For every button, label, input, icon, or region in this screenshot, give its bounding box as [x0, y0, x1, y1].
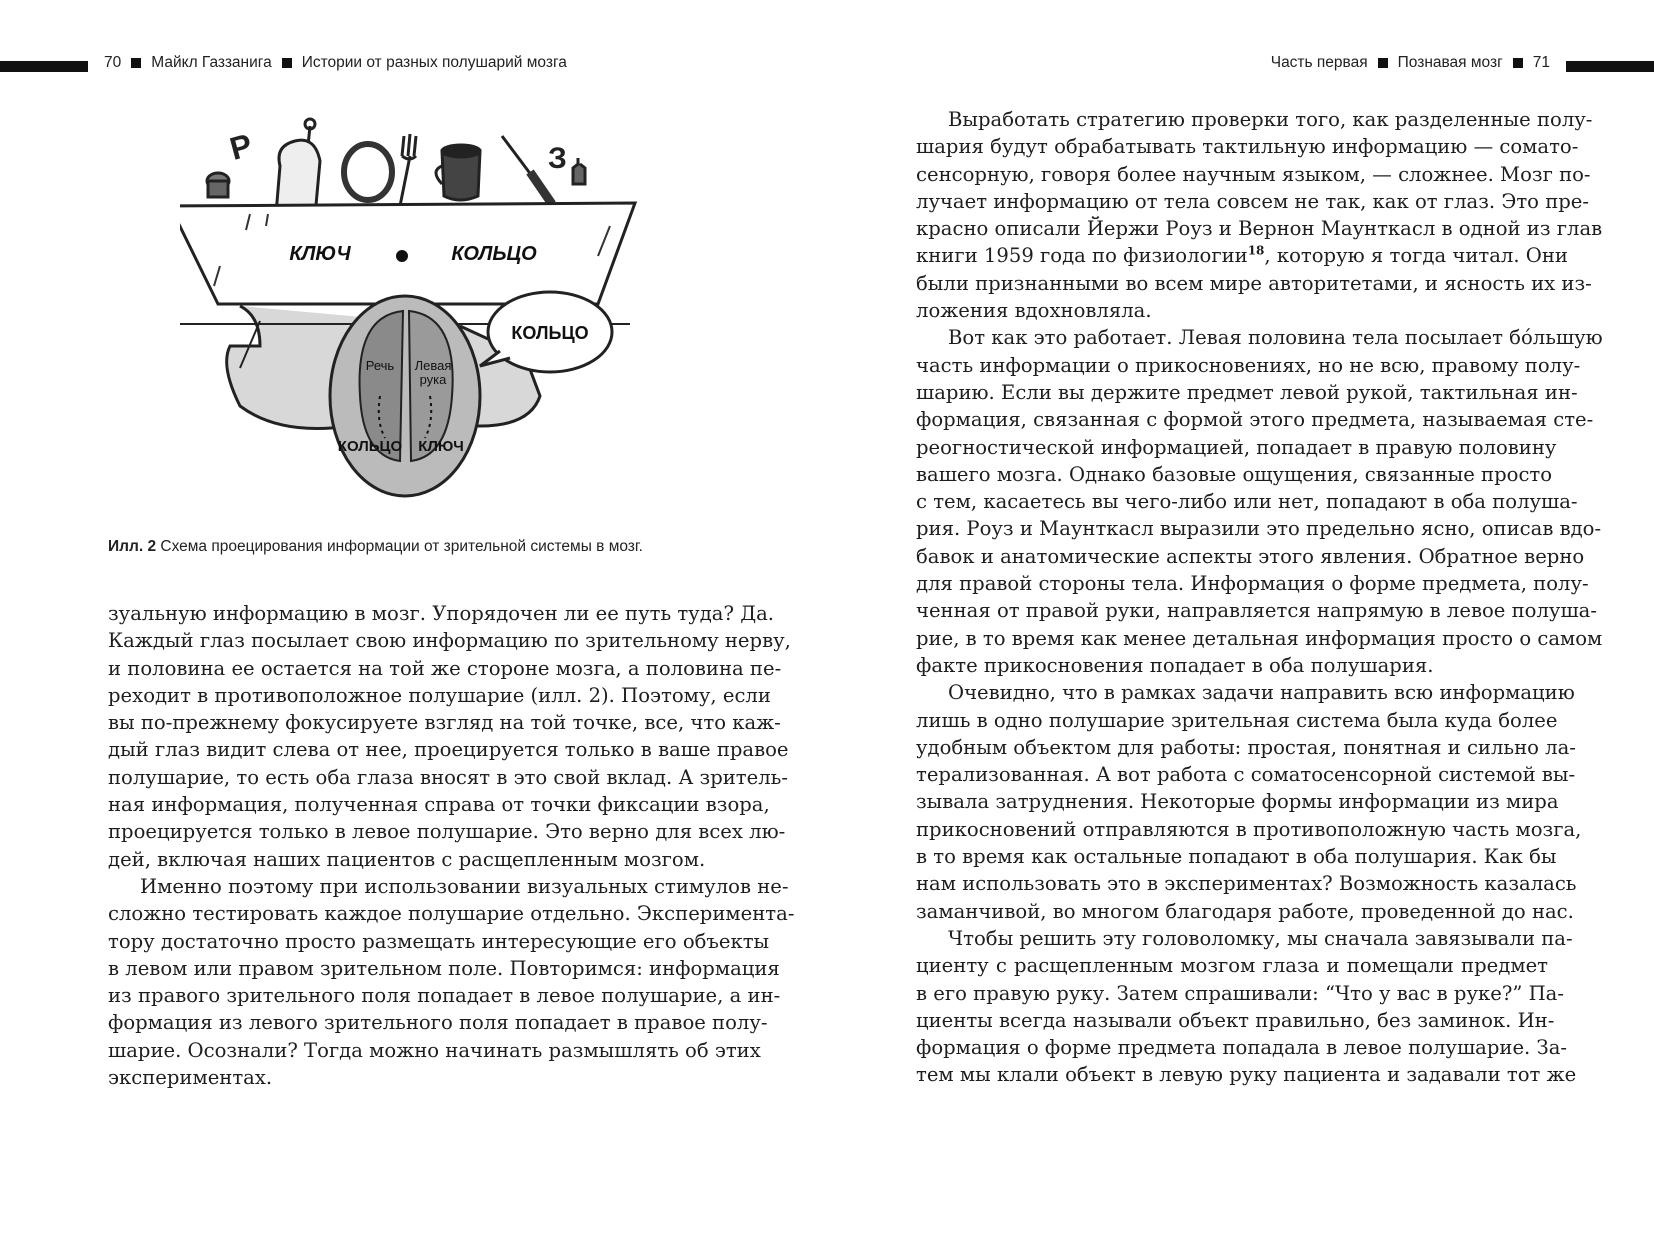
text-line: с тем, касаетесь вы чего-либо или нет, попадают в оба полуша- [916, 490, 1578, 514]
text-line: рия. Роуз и Маунткасл выразили это предельно ясно, описав вдо- [916, 517, 1602, 541]
text-line: Выработать стратегию проверки того, как разделенные полу- [948, 108, 1593, 131]
square-bullet-icon [1378, 58, 1388, 68]
text-line: факте прикосновения попадает в оба полушария. [916, 653, 1434, 677]
text-line: ложения вдохновляла. [916, 299, 1152, 323]
text-line: прикосновений отправляются в противоположную часть мозга, [916, 817, 1582, 841]
part-title: Часть первая [1270, 54, 1368, 71]
text-line: шария будут обрабатывать тактильную информацию — сомато- [916, 135, 1579, 159]
text-line: дей, включая наших пациентов с расщепленным мозгом. [108, 847, 706, 871]
page-number-right: 71 [1532, 54, 1550, 71]
text-line: вашего мозга. Однако базовые ощущения, связанные просто [916, 462, 1553, 486]
text-line: зывала затруднения. Некоторые формы информации из мира [916, 790, 1559, 814]
caption-text: Схема проецирования информации от зрительной системы в мозг. [156, 538, 643, 555]
paragraph [108, 600, 791, 873]
text-line: нам использовать это в экспериментах? Возможность казалась [916, 872, 1577, 896]
caption-label: Илл. 2 [108, 538, 157, 555]
text-line: терализованная. А вот работа с соматосенсорной системой вы- [916, 763, 1576, 787]
left-hand-label-2: рука [419, 372, 447, 387]
text-line: Именно поэтому при использовании визуальных стимулов не- [140, 874, 789, 898]
text-line: лучает информацию от тела совсем не так, как от глаз. Это пре- [916, 189, 1590, 213]
split-brain-illustration [180, 106, 700, 506]
speech-bubble-text: КОЛЬЦО [511, 323, 589, 343]
paragraph [916, 106, 1603, 324]
thimble-icon [208, 181, 228, 197]
text-line: и половина ее остается на той же стороне мозга, а половина пе- [108, 656, 782, 680]
text-line: тем мы клали объект в левую руку пациента и задавали тот же [916, 1063, 1577, 1087]
text-line: в его правую руку. Затем спрашивали: “Что у вас в руке?” Па- [916, 981, 1564, 1005]
text-line: вы по-прежнему фокусируете взгляд на той точке, все, что каж- [108, 711, 781, 735]
text-line: циенту с расщепленным мозгом глаза и помещали предмет [916, 954, 1548, 978]
head-outline [330, 296, 480, 496]
letter-p: Р [225, 126, 256, 167]
fixation-point [396, 250, 408, 262]
figure-caption [108, 538, 708, 556]
left-hand-label-1: Левая [414, 358, 452, 373]
letter-z: З [548, 142, 567, 175]
text-line: Вот как это работает. Левая половина тела посылает бóльшую [948, 326, 1603, 350]
header-rule-right [1566, 61, 1654, 72]
text-line: зуальную информацию в мозг. Упорядочен ли ее путь туда? Да. [108, 602, 775, 625]
running-header-left [104, 54, 567, 72]
projection-screen [180, 203, 635, 304]
page-number-left: 70 [104, 54, 122, 71]
text-line: книги 1959 года по физиологии$^{18}$, которую я тогда читал. Они [916, 243, 1568, 268]
square-bullet-icon [282, 58, 292, 68]
paragraph [916, 679, 1582, 925]
text-line: красно описали Йержи Роуз и Вернон Маунткасл в одной из глав [916, 217, 1603, 241]
text-line: для правой стороны тела. Информация о форме предмета, полу- [916, 572, 1589, 596]
text-line: формация, связанная с формой этого предмета, называемая сте- [916, 408, 1594, 432]
header-rule-left [0, 61, 88, 72]
paragraph [916, 324, 1603, 679]
left-page-body [108, 600, 795, 1091]
text-line: формация о форме предмета попадала в левое полушарие. За- [916, 1036, 1568, 1060]
bottom-left-word: КОЛЬЦО [337, 438, 403, 455]
small-bottle-icon [573, 158, 585, 184]
author-name: Майкл Газзанига [151, 54, 272, 71]
text-line: Каждый глаз посылает свою информацию по зрительному нерву, [108, 629, 791, 653]
text-line: проецируется только в левое полушарие. Это верно для всех лю- [108, 820, 786, 844]
text-line: Чтобы решить эту головоломку, мы сначала завязывали па- [948, 926, 1573, 950]
text-line: дый глаз видит слева от нее, проецируется только в ваше правое [108, 738, 789, 762]
text-line: рие, в то время как менее детальная информация просто о самом [916, 626, 1603, 650]
text-line: часть информации о прикосновениях, но не всю, правому полу- [916, 353, 1581, 377]
text-line: заманчивой, во многом благодаря работе, проведенной до нас. [916, 899, 1574, 923]
ring-icon [344, 144, 392, 200]
screen-word-right: КОЛЬЦО [451, 243, 537, 265]
text-line: были признанными во всем мире авторитетами, и ясность их из- [916, 271, 1592, 295]
text-line: лишь в одно полушарие зрительная система была куда более [916, 708, 1558, 732]
speech-label: Речь [365, 358, 395, 373]
text-line: циенты всегда называли объект правильно, без заминок. Ин- [916, 1008, 1555, 1032]
text-line: реогностической информацией, попадает в правую половину [916, 435, 1557, 459]
right-page-body [916, 106, 1603, 1089]
text-line: из правого зрительного поля попадает в левое полушарие, а ин- [108, 984, 781, 1008]
text-line: тору достаточно просто размещать интересующие его объекты [108, 929, 770, 953]
paragraph [916, 925, 1577, 1089]
text-line: сенсорную, говоря более научным языком, — сложнее. Мозг по- [916, 162, 1591, 186]
text-line: в левом или правом зрительном поле. Повторимся: информация [108, 956, 780, 980]
text-line: шарию. Если вы держите предмет левой рукой, тактильная ин- [916, 380, 1578, 404]
text-line: полушарие, то есть оба глаза вносят в это свой вклад. А зритель- [108, 765, 788, 789]
text-line: ная информация, полученная справа от точки фиксации взора, [108, 793, 770, 817]
text-line: Очевидно, что в рамках задачи направить всю информацию [948, 681, 1575, 705]
screen-word-left: КЛЮЧ [289, 243, 351, 265]
text-line: реходит в противоположное полушарие (илл. 2). Поэтому, если [108, 683, 771, 707]
book-title: Истории от разных полушарий мозга [301, 54, 567, 71]
paragraph [108, 873, 795, 1091]
text-line: бавок и анатомические аспекты этого явления. Обратное верно [916, 544, 1585, 568]
running-header-right [1271, 54, 1550, 72]
text-line: экспериментах. [108, 1066, 273, 1090]
text-line: формация из левого зрительного поля попадает в правое полу- [108, 1011, 768, 1035]
text-line: в то время как остальные попадают в оба полушария. Как бы [916, 845, 1557, 869]
square-bullet-icon [1513, 58, 1523, 68]
text-line: ченная от правой руки, направляется напрямую в левое полуша- [916, 599, 1597, 623]
text-line: сложно тестировать каждое полушарие отдельно. Эксперимента- [108, 902, 795, 926]
text-line: шарие. Осознали? Тогда можно начинать размышлять об этих [108, 1038, 761, 1062]
section-title: Познавая мозг [1397, 54, 1503, 71]
bottom-right-word: КЛЮЧ [418, 438, 464, 455]
text-line: удобным объектом для работы: простая, понятная и сильно ла- [916, 735, 1576, 759]
screwdriver-icon [502, 136, 532, 176]
square-bullet-icon [131, 58, 141, 68]
